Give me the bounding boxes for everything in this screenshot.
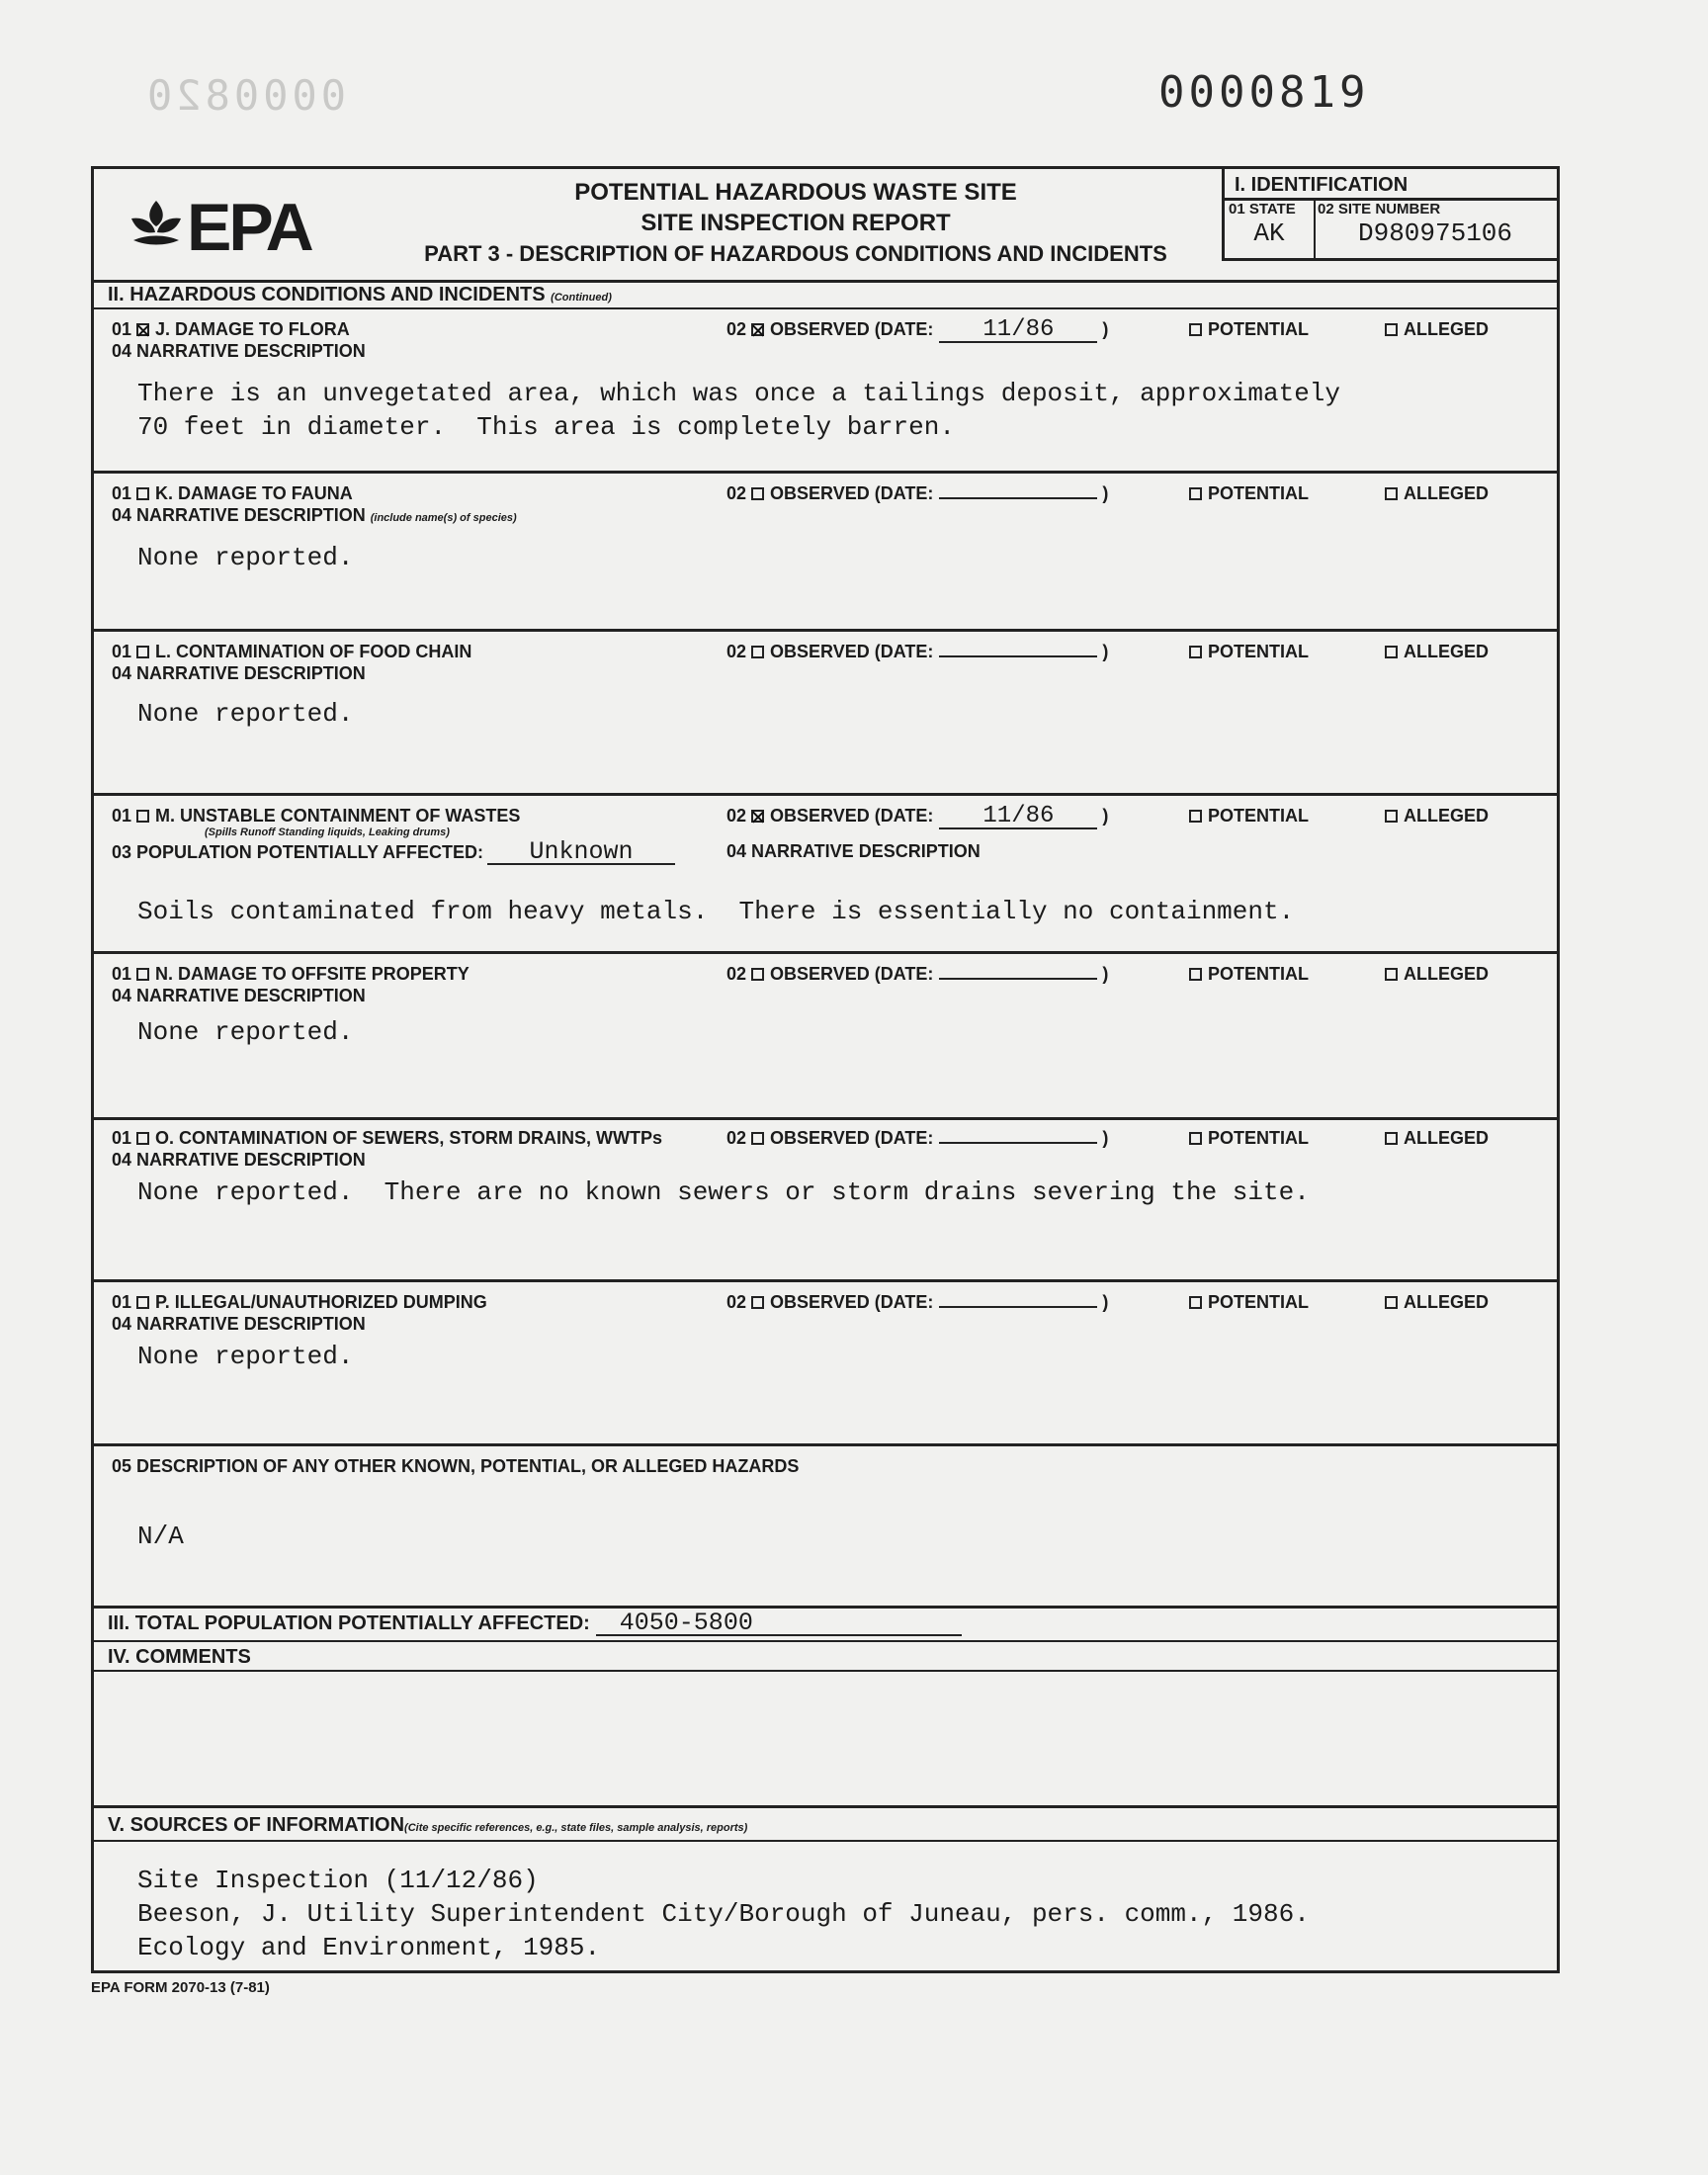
incident-k-title: K. DAMAGE TO FAUNA bbox=[155, 483, 353, 503]
observed-label: OBSERVED (DATE: bbox=[770, 1128, 934, 1148]
state-label: 01 STATE bbox=[1229, 201, 1296, 218]
alleged-label: ALLEGED bbox=[1404, 964, 1490, 984]
observed-close: ) bbox=[1102, 642, 1109, 661]
source-line-1: Site Inspection (11/12/86) bbox=[137, 1866, 539, 1895]
incident-k-observed-checkbox[interactable] bbox=[751, 487, 764, 500]
incident-m bbox=[94, 796, 1557, 954]
incident-j-observed bbox=[726, 316, 1109, 343]
incident-o-observed bbox=[726, 1128, 1108, 1149]
incident-k-alleged-checkbox[interactable] bbox=[1385, 487, 1398, 500]
incident-j-observed-checkbox[interactable] bbox=[751, 323, 764, 336]
section-2-title: II. HAZARDOUS CONDITIONS AND INCIDENTS bbox=[108, 284, 546, 305]
observed-close: ) bbox=[1102, 806, 1109, 826]
potential-label: POTENTIAL bbox=[1208, 483, 1309, 503]
incident-k-narrative-note: (include name(s) of species) bbox=[370, 512, 517, 524]
potential-label: POTENTIAL bbox=[1208, 319, 1309, 339]
incident-m-potential-checkbox[interactable] bbox=[1189, 810, 1202, 823]
incident-n-alleged bbox=[1385, 964, 1489, 985]
sources-header bbox=[94, 1808, 1557, 1842]
incident-l-observed-checkbox[interactable] bbox=[751, 646, 764, 658]
potential-label: POTENTIAL bbox=[1208, 642, 1309, 661]
alleged-label: ALLEGED bbox=[1404, 319, 1490, 339]
incident-o bbox=[94, 1120, 1557, 1282]
incident-o-alleged bbox=[1385, 1128, 1489, 1149]
identification-title: I. IDENTIFICATION bbox=[1225, 169, 1557, 201]
alleged-label: ALLEGED bbox=[1404, 1128, 1490, 1148]
incident-m-checkbox[interactable] bbox=[136, 810, 149, 823]
incident-o-checkbox[interactable] bbox=[136, 1132, 149, 1145]
incident-p-narrative: None reported. bbox=[137, 1342, 354, 1371]
incident-m-potential bbox=[1189, 806, 1309, 826]
incident-j-prefix: 01 bbox=[112, 319, 132, 339]
sources-label: V. SOURCES OF INFORMATION bbox=[108, 1814, 405, 1836]
title-line-3: PART 3 - DESCRIPTION OF HAZARDOUS CONDITIONS AND INCIDENTS bbox=[424, 241, 1167, 266]
observed-close: ) bbox=[1102, 1292, 1109, 1312]
source-line-2: Beeson, J. Utility Superintendent City/Borough of Juneau, pers. comm., 1986. bbox=[137, 1899, 1310, 1929]
incident-m-subtitle: (Spills Runoff Standing liquids, Leaking drums) bbox=[205, 826, 450, 838]
incident-n-narrative: None reported. bbox=[137, 1017, 354, 1047]
other-hazards-value: N/A bbox=[137, 1522, 184, 1551]
section-2-header bbox=[94, 280, 1557, 309]
other-hazards bbox=[94, 1446, 1557, 1609]
incident-n-observed-checkbox[interactable] bbox=[751, 968, 764, 981]
incident-k-date[interactable] bbox=[939, 497, 1097, 499]
incident-l-date[interactable] bbox=[939, 655, 1097, 657]
sources-note: (Cite specific references, e.g., state files, sample analysis, reports) bbox=[404, 1822, 748, 1834]
total-population-label: III. TOTAL POPULATION POTENTIALLY AFFECTED: bbox=[108, 1612, 590, 1634]
incident-p-narrative-label: 04 NARRATIVE DESCRIPTION bbox=[112, 1314, 366, 1334]
incident-m-observed-checkbox[interactable] bbox=[751, 810, 764, 823]
state-value: AK bbox=[1253, 218, 1285, 248]
observed-prefix: 02 bbox=[726, 1128, 747, 1148]
incident-l-narrative-label: 04 NARRATIVE DESCRIPTION bbox=[112, 663, 366, 683]
incident-n-title: N. DAMAGE TO OFFSITE PROPERTY bbox=[155, 964, 470, 984]
incident-k-potential-checkbox[interactable] bbox=[1189, 487, 1202, 500]
site-number-value: D980975106 bbox=[1357, 218, 1513, 248]
incident-p-potential bbox=[1189, 1292, 1309, 1313]
incident-n-observed bbox=[726, 964, 1108, 985]
incident-m-alleged bbox=[1385, 806, 1489, 826]
observed-close: ) bbox=[1102, 319, 1109, 339]
incident-p-observed bbox=[726, 1292, 1108, 1313]
incident-k-prefix: 01 bbox=[112, 483, 132, 503]
incident-m-alleged-checkbox[interactable] bbox=[1385, 810, 1398, 823]
incident-m-population-label: 03 POPULATION POTENTIALLY AFFECTED: bbox=[112, 842, 484, 862]
incident-m-observed bbox=[726, 803, 1109, 829]
identification-box bbox=[1222, 169, 1557, 261]
total-population bbox=[94, 1609, 1557, 1642]
title-line-2: SITE INSPECTION REPORT bbox=[640, 210, 951, 236]
observed-label: OBSERVED (DATE: bbox=[770, 1292, 934, 1312]
observed-close: ) bbox=[1102, 964, 1109, 984]
sources-box bbox=[94, 1842, 1557, 1970]
state-field bbox=[1225, 201, 1316, 258]
incident-m-prefix: 01 bbox=[112, 806, 132, 826]
observed-prefix: 02 bbox=[726, 319, 747, 339]
other-hazards-label: 05 DESCRIPTION OF ANY OTHER KNOWN, POTENTIAL, OR ALLEGED HAZARDS bbox=[112, 1456, 800, 1476]
incident-n-alleged-checkbox[interactable] bbox=[1385, 968, 1398, 981]
incident-l-alleged bbox=[1385, 642, 1489, 662]
potential-label: POTENTIAL bbox=[1208, 1292, 1309, 1312]
incident-j-title: J. DAMAGE TO FLORA bbox=[155, 319, 350, 339]
observed-label: OBSERVED (DATE: bbox=[770, 319, 934, 339]
incident-j-potential bbox=[1189, 319, 1309, 340]
incident-m-title: M. UNSTABLE CONTAINMENT OF WASTES bbox=[155, 806, 521, 826]
incident-o-potential-checkbox[interactable] bbox=[1189, 1132, 1202, 1145]
incident-j-narrative-label: 04 NARRATIVE DESCRIPTION bbox=[112, 341, 366, 361]
incident-k bbox=[94, 474, 1557, 632]
epa-logo-text: EPA bbox=[187, 190, 311, 265]
incident-l bbox=[94, 632, 1557, 796]
observed-close: ) bbox=[1102, 1128, 1109, 1148]
incident-j-alleged-checkbox[interactable] bbox=[1385, 323, 1398, 336]
incident-o-potential bbox=[1189, 1128, 1309, 1149]
alleged-label: ALLEGED bbox=[1404, 642, 1490, 661]
incident-n-prefix: 01 bbox=[112, 964, 132, 984]
incident-p-prefix: 01 bbox=[112, 1292, 132, 1312]
incident-k-checkbox[interactable] bbox=[136, 487, 149, 500]
incident-l-narrative: None reported. bbox=[137, 699, 354, 729]
comments-box[interactable] bbox=[94, 1672, 1557, 1808]
incident-n-narrative-label: 04 NARRATIVE DESCRIPTION bbox=[112, 986, 366, 1005]
incident-p-title: P. ILLEGAL/UNAUTHORIZED DUMPING bbox=[155, 1292, 487, 1312]
incident-m-date[interactable]: 11/86 bbox=[939, 806, 1097, 829]
source-line-3: Ecology and Environment, 1985. bbox=[137, 1933, 601, 1962]
observed-close: ) bbox=[1102, 483, 1109, 503]
incident-k-narrative-label: 04 NARRATIVE DESCRIPTION bbox=[112, 505, 366, 525]
incident-n-potential-checkbox[interactable] bbox=[1189, 968, 1202, 981]
observed-prefix: 02 bbox=[726, 642, 747, 661]
incident-k-potential bbox=[1189, 483, 1309, 504]
form-header bbox=[94, 169, 1557, 283]
total-population-value[interactable]: 4050-5800 bbox=[596, 1612, 962, 1636]
incident-j-checkbox[interactable] bbox=[136, 323, 149, 336]
incident-o-prefix: 01 bbox=[112, 1128, 132, 1148]
document-number: 0000819 bbox=[1158, 67, 1370, 118]
potential-label: POTENTIAL bbox=[1208, 806, 1309, 826]
site-inspection-form bbox=[91, 166, 1560, 1973]
incident-l-potential-checkbox[interactable] bbox=[1189, 646, 1202, 658]
form-title bbox=[351, 177, 1240, 269]
incident-p-alleged-checkbox[interactable] bbox=[1385, 1296, 1398, 1309]
incident-j-narrative: There is an unvegetated area, which was once a tailings deposit, approximately 70 feet in diameter. This area is completely barren. bbox=[137, 379, 1340, 442]
observed-label: OBSERVED (DATE: bbox=[770, 483, 934, 503]
incident-o-alleged-checkbox[interactable] bbox=[1385, 1132, 1398, 1145]
incident-o-date[interactable] bbox=[939, 1142, 1097, 1144]
alleged-label: ALLEGED bbox=[1404, 1292, 1490, 1312]
incident-n-checkbox[interactable] bbox=[136, 968, 149, 981]
observed-prefix: 02 bbox=[726, 483, 747, 503]
observed-prefix: 02 bbox=[726, 1292, 747, 1312]
incident-o-title: O. CONTAMINATION OF SEWERS, STORM DRAINS, WWTPs bbox=[155, 1128, 663, 1148]
incident-o-observed-checkbox[interactable] bbox=[751, 1132, 764, 1145]
section-2-note: (Continued) bbox=[551, 292, 612, 304]
incident-n-potential bbox=[1189, 964, 1309, 985]
incident-m-narrative-label: 04 NARRATIVE DESCRIPTION bbox=[726, 841, 981, 861]
incident-l-observed bbox=[726, 642, 1108, 662]
observed-label: OBSERVED (DATE: bbox=[770, 964, 934, 984]
epa-logo bbox=[128, 190, 315, 265]
site-number-label: 02 SITE NUMBER bbox=[1318, 201, 1441, 218]
incident-p bbox=[94, 1282, 1557, 1446]
observed-prefix: 02 bbox=[726, 806, 747, 826]
incident-k-alleged bbox=[1385, 483, 1489, 504]
potential-label: POTENTIAL bbox=[1208, 964, 1309, 984]
site-number-field bbox=[1314, 201, 1557, 258]
form-footer: EPA FORM 2070-13 (7-81) bbox=[91, 1979, 270, 1996]
incident-l-title: L. CONTAMINATION OF FOOD CHAIN bbox=[155, 642, 472, 661]
comments-header: IV. COMMENTS bbox=[94, 1642, 1557, 1672]
alleged-label: ALLEGED bbox=[1404, 806, 1490, 826]
incident-j-potential-checkbox[interactable] bbox=[1189, 323, 1202, 336]
incident-m-population-value[interactable]: Unknown bbox=[487, 841, 675, 865]
incident-l-potential bbox=[1189, 642, 1309, 662]
title-line-1: POTENTIAL HAZARDOUS WASTE SITE bbox=[574, 179, 1017, 206]
alleged-label: ALLEGED bbox=[1404, 483, 1490, 503]
observed-label: OBSERVED (DATE: bbox=[770, 642, 934, 661]
epa-flower-icon bbox=[128, 197, 185, 254]
incident-l-prefix: 01 bbox=[112, 642, 132, 661]
incident-n-date[interactable] bbox=[939, 978, 1097, 980]
bleed-through-number: 0000820 bbox=[143, 71, 347, 120]
incident-p-date[interactable] bbox=[939, 1306, 1097, 1308]
potential-label: POTENTIAL bbox=[1208, 1128, 1309, 1148]
incident-p-potential-checkbox[interactable] bbox=[1189, 1296, 1202, 1309]
incident-j-date[interactable]: 11/86 bbox=[939, 319, 1097, 343]
incident-j-alleged bbox=[1385, 319, 1489, 340]
incident-p-observed-checkbox[interactable] bbox=[751, 1296, 764, 1309]
incident-p-checkbox[interactable] bbox=[136, 1296, 149, 1309]
observed-prefix: 02 bbox=[726, 964, 747, 984]
incident-o-narrative-label: 04 NARRATIVE DESCRIPTION bbox=[112, 1150, 366, 1170]
incident-p-alleged bbox=[1385, 1292, 1489, 1313]
incident-o-narrative: None reported. There are no known sewers or storm drains severing the site. bbox=[137, 1177, 1310, 1207]
incident-k-narrative: None reported. bbox=[137, 543, 354, 572]
incident-n bbox=[94, 954, 1557, 1120]
observed-label: OBSERVED (DATE: bbox=[770, 806, 934, 826]
incident-m-narrative: Soils contaminated from heavy metals. There is essentially no containment. bbox=[137, 897, 1295, 926]
incident-k-observed bbox=[726, 483, 1108, 504]
incident-l-alleged-checkbox[interactable] bbox=[1385, 646, 1398, 658]
incident-j bbox=[94, 309, 1557, 474]
incident-l-checkbox[interactable] bbox=[136, 646, 149, 658]
